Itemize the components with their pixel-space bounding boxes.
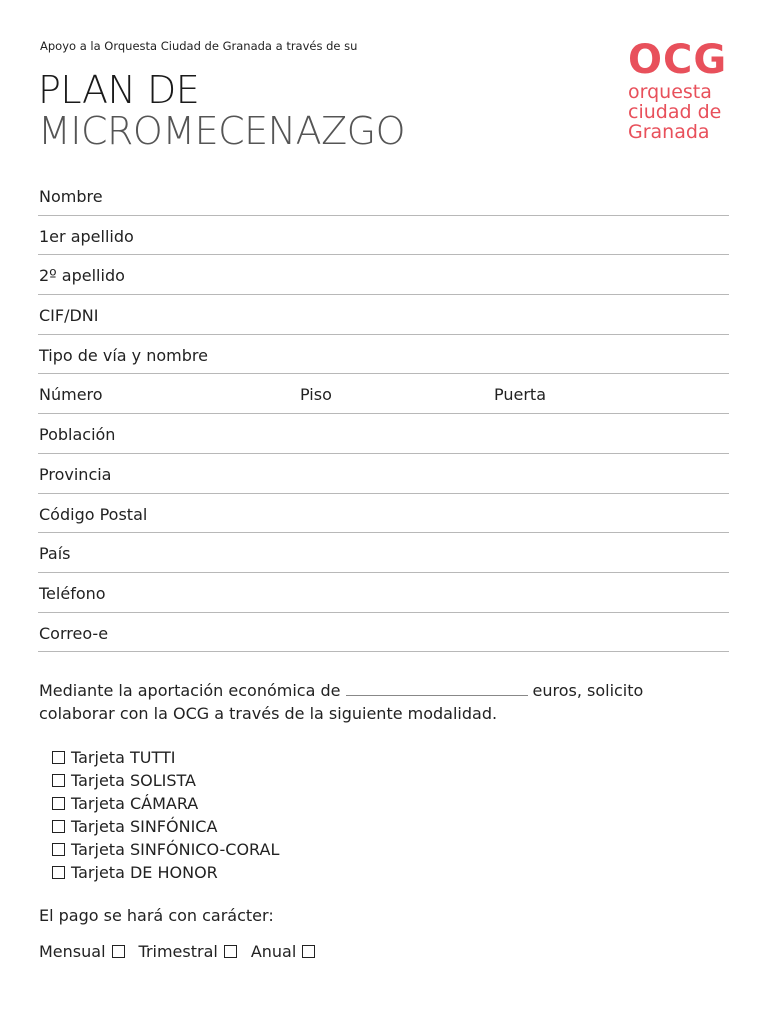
card-option-label: Tarjeta DE HONOR bbox=[71, 863, 218, 882]
checkbox[interactable] bbox=[112, 945, 125, 958]
checkbox[interactable] bbox=[302, 945, 315, 958]
checkbox[interactable] bbox=[52, 820, 65, 833]
field-label: Código Postal bbox=[39, 504, 148, 524]
form-row[interactable] bbox=[38, 295, 729, 335]
form-row[interactable] bbox=[38, 494, 729, 534]
checkbox[interactable] bbox=[224, 945, 237, 958]
field-label: 2º apellido bbox=[39, 266, 125, 286]
contribution-after: euros, solicito bbox=[532, 681, 644, 700]
card-option bbox=[52, 746, 279, 769]
form-row[interactable] bbox=[38, 573, 729, 613]
card-option-label: Tarjeta SINFÓNICA bbox=[71, 817, 218, 836]
title-line-2: MICROMECENAZGO bbox=[38, 109, 405, 153]
payment-option bbox=[39, 942, 125, 961]
payment-option bbox=[251, 942, 315, 961]
form-row[interactable] bbox=[38, 533, 729, 573]
field-label: Correo-e bbox=[39, 623, 109, 643]
field-label: Número bbox=[39, 385, 103, 405]
field-label: Nombre bbox=[39, 187, 103, 206]
field-label: Teléfono bbox=[39, 583, 106, 603]
card-option-label: Tarjeta CÁMARA bbox=[71, 794, 199, 813]
field-label: País bbox=[39, 544, 71, 564]
intro-text: Apoyo a la Orquesta Ciudad de Granada a través de su bbox=[40, 39, 358, 53]
form-row[interactable] bbox=[38, 414, 729, 454]
checkbox[interactable] bbox=[52, 843, 65, 856]
form-row[interactable] bbox=[38, 374, 729, 414]
ocg-logo bbox=[628, 38, 728, 142]
logo-word-3: Granada bbox=[628, 121, 710, 143]
card-option bbox=[52, 838, 279, 861]
form-row[interactable] bbox=[38, 335, 729, 375]
checkbox[interactable] bbox=[52, 751, 65, 764]
amount-blank-field[interactable] bbox=[346, 682, 528, 696]
form-row[interactable] bbox=[38, 454, 729, 494]
field-label: Provincia bbox=[39, 464, 112, 484]
logo-mark: OCG bbox=[628, 37, 728, 83]
logo-word-1: orquesta bbox=[628, 81, 712, 103]
field-label: Población bbox=[39, 425, 116, 445]
card-option bbox=[52, 815, 279, 838]
payment-option-label: Mensual bbox=[39, 942, 106, 961]
checkbox[interactable] bbox=[52, 797, 65, 810]
card-option bbox=[52, 792, 279, 815]
field-label: Tipo de vía y nombre bbox=[39, 345, 208, 365]
card-option-label: Tarjeta SINFÓNICO-CORAL bbox=[71, 840, 280, 859]
form-row[interactable] bbox=[38, 176, 729, 216]
form-row[interactable] bbox=[38, 255, 729, 295]
checkbox[interactable] bbox=[52, 774, 65, 787]
title-line-1: PLAN DE bbox=[38, 68, 200, 112]
checkbox[interactable] bbox=[52, 866, 65, 879]
field-label: CIF/DNI bbox=[39, 306, 99, 326]
field-label: Piso bbox=[300, 385, 332, 405]
contribution-line-2: colaborar con la OCG a través de la siguiente modalidad. bbox=[39, 704, 498, 723]
field-label: 1er apellido bbox=[39, 226, 134, 246]
card-option bbox=[52, 861, 279, 884]
card-option-label: Tarjeta TUTTI bbox=[71, 748, 176, 767]
contribution-before: Mediante la aportación económica de bbox=[39, 681, 341, 700]
card-option-label: Tarjeta SOLISTA bbox=[71, 771, 196, 790]
contribution-text bbox=[39, 679, 729, 725]
payment-option bbox=[139, 942, 237, 961]
payment-option-label: Anual bbox=[250, 942, 297, 961]
payment-option-label: Trimestral bbox=[138, 942, 218, 961]
card-option bbox=[52, 769, 279, 792]
logo-word-2: ciudad de bbox=[628, 101, 722, 123]
page-title bbox=[38, 70, 405, 152]
payment-label: El pago se hará con carácter: bbox=[39, 906, 274, 925]
field-label: Puerta bbox=[494, 385, 547, 405]
payment-options bbox=[39, 942, 329, 961]
card-options bbox=[52, 746, 279, 884]
form-row[interactable] bbox=[38, 613, 729, 653]
form-row[interactable] bbox=[38, 216, 729, 256]
form-fields bbox=[38, 176, 729, 652]
